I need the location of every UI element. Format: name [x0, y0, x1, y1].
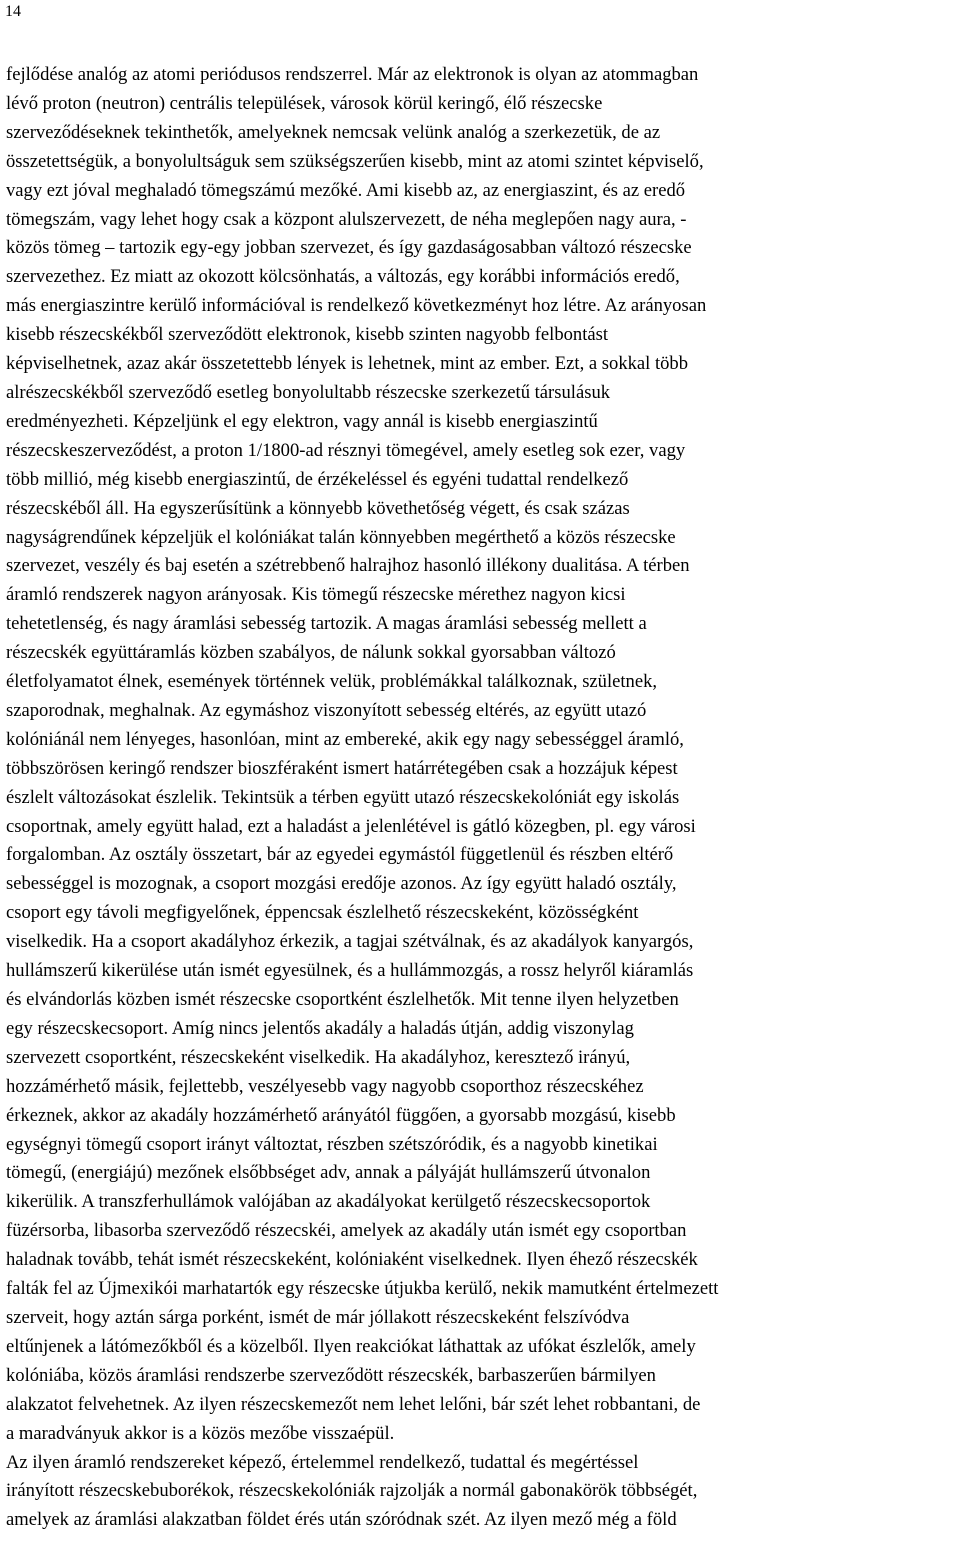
text-line: érkeznek, akkor az akadály hozzámérhető arányától függően, a gyorsabb mozgású, kisebb [6, 1104, 676, 1126]
text-line: a maradványuk akkor is a közös mezőbe visszaépül. [6, 1422, 395, 1444]
text-line: életfolyamatot élnek, események történnek velük, problémákkal találkoznak, születnek, [6, 671, 658, 693]
text-line: több millió, még kisebb energiaszintű, de érzékeléssel és egyéni tudattal rendelkező [6, 468, 629, 490]
text-line: tömegű, (energiájú) mezőnek elsőbbséget adv, annak a pályáját hullámszerű útvonalon [6, 1162, 651, 1184]
text-line: szervezett csoportként, részecskeként viselkedik. Ha akadályhoz, keresztező irányú, [6, 1046, 631, 1068]
page-number: 14 [5, 3, 21, 20]
text-line: vagy ezt jóval meghaladó tömegszámú mezőké. Ami kisebb az, az energiaszint, és az eredő [6, 179, 686, 201]
text-line: nagyságrendűnek képzeljük el kolóniákat talán könnyebben megérthető a közös részecske [6, 526, 676, 548]
text-line: falták fel az Újmexikói marhatartók egy részecske útjukba kerülő, nekik mamutként értelmezett [6, 1278, 719, 1300]
text-line: kolóniánál nem lényeges, hasonlóan, mint az embereké, akik egy nagy sebességgel áramló, [6, 728, 684, 750]
text-line: sebességgel is mozognak, a csoport mozgási eredője azonos. Az így együtt haladó osztály, [6, 873, 677, 895]
text-line: észlelt változásokat észlelik. Tekintsük a térben együtt utazó részecskekolóniát egy iskolás [6, 786, 680, 808]
text-line: irányított részecskebuborékok, részecskekolóniák rajzolják a normál gabonakörök többségét, [6, 1480, 698, 1502]
text-line: áramló rendszerek nagyon arányosak. Kis tömegű részecske mérethez nagyon kicsi [6, 584, 626, 606]
text-line: szerveződéseknek tekinthetők, amelyeknek nemcsak velünk analóg a szerkezetük, de az [6, 121, 661, 143]
text-line: más energiaszintre kerülő információval is rendelkező következményt hoz létre. Az arányosan [6, 295, 707, 317]
text-line: eltűnjenek a látómezőkből és a közelből. Ilyen reakciókat láthattak az ufókat észlelők, amely [6, 1335, 696, 1357]
text-line: szervezethez. Ez miatt az okozott kölcsönhatás, a változás, egy korábbi információs eredő, [6, 266, 680, 288]
text-line: tömegszám, vagy lehet hogy csak a központ alulszervezett, de néha meglepően nagy aura, - [6, 208, 687, 230]
text-line: képviselhetnek, azaz akár összetettebb lények is lehetnek, mint az ember. Ezt, a sokkal több [6, 353, 689, 375]
text-line: és elvándorlás közben ismét részecske csoportként észlelhetők. Mit tenne ilyen helyzetben [6, 989, 679, 1010]
text-line: többszörösen keringő rendszer bioszféraként ismert határrétegében csak a hozzájuk képest [6, 757, 678, 779]
text-line: hozzámérhető másik, fejlettebb, veszélyesebb vagy nagyobb csoporthoz részecskéhez [6, 1075, 644, 1097]
paragraph [6, 61, 956, 1449]
text-line: szaporodnak, meghalnak. Az egymáshoz viszonyított sebesség eltérés, az együtt utazó [6, 699, 647, 721]
text-line: részecskeszerveződést, a proton 1/1800-ad résznyi tömegével, amely esetleg sok ezer, vagy [6, 439, 686, 461]
text-line: szerveit, hogy aztán sárga porként, ismét de már jóllakott részecskeként felszívódva [6, 1306, 630, 1328]
text-line: Az ilyen áramló rendszereket képező, értelemmel rendelkező, tudattal és megértéssel [6, 1451, 639, 1473]
text-line: alrészecskékből szerveződő esetleg bonyolultabb részecske szerkezetű társulásuk [6, 381, 611, 403]
text-line: amelyek az áramlási alakzatban földet érés után szóródnak szét. Az ilyen mező még a föld [6, 1509, 677, 1531]
text-line: kisebb részecskékből szerveződött elektronok, kisebb szinten nagyobb felbontást [6, 324, 609, 346]
text-line: szervezet, veszély és baj esetén a szétrebbenő halrajhoz hasonló illékony dualitása. A térben [6, 555, 690, 577]
text-line: tehetetlenség, és nagy áramlási sebesség tartozik. A magas áramlási sebesség mellett a [6, 613, 647, 635]
text-line: csoportnak, amely együtt halad, ezt a haladást a jelenlétével is gátló közegben, pl. egy városi [6, 815, 696, 837]
text-line: lévő proton (neutron) centrális települések, városok körül keringő, élő részecske [6, 92, 603, 114]
text-line: fejlődése analóg az atomi periódusos rendszerrel. Már az elektronok is olyan az atommagban [6, 64, 699, 85]
text-line: csoport egy távoli megfigyelőnek, éppencsak észlelhető részecskeként, közösségként [6, 902, 639, 924]
text-line: kolóniába, közös áramlási rendszerbe szerveződött részecskék, barbaszerűen bármilyen [6, 1364, 656, 1386]
text-line: közös tömeg – tartozik egy-egy jobban szervezet, és így gazdaságosabban változó részecske [6, 237, 692, 259]
text-line: eredményezheti. Képzeljünk el egy elektron, vagy annál is kisebb energiaszintű [6, 410, 598, 432]
text-line: kikerülik. A transzferhullámok valójában az akadályokat kerülgető részecskecsoportok [6, 1191, 651, 1213]
text-line: haladnak tovább, tehát ismét részecskeként, kolóniaként viselkednek. Ilyen éhező részecskék [6, 1249, 698, 1271]
text-line: alakzatot felvehetnek. Az ilyen részecskemezőt nem lehet lelőni, bár szét lehet robbantani, de [6, 1393, 701, 1415]
text-line: viselkedik. Ha a csoport akadályhoz érkezik, a tagjai szétválnak, és az akadályok kanyargós, [6, 931, 694, 953]
text-line: forgalomban. Az osztály összetart, bár az egyedei egymástól függetlenül és részben eltérő [6, 844, 674, 866]
body-text [6, 61, 956, 1535]
paragraph [6, 1449, 956, 1536]
text-line: összetettségük, a bonyolultságuk sem szükségszerűen kisebb, mint az atomi szintet képviselő, [6, 150, 704, 172]
text-line: részecskéből áll. Ha egyszerűsítünk a könnyebb követhetőség végett, és csak százas [6, 497, 630, 519]
text-line: füzérsorba, libasorba szerveződő részecskéi, amelyek az akadály után ismét egy csoportban [6, 1220, 687, 1242]
text-line: egységnyi tömegű csoport irányt változtat, részben szétszóródik, és a nagyobb kinetikai [6, 1133, 658, 1155]
text-line: egy részecskecsoport. Amíg nincs jelentős akadály a haladás útján, addig viszonylag [6, 1017, 634, 1039]
text-line: részecskék együttáramlás közben szabályos, de nálunk sokkal gyorsabban változó [6, 642, 616, 664]
text-line: hullámszerű kikerülése után ismét egyesülnek, és a hullámmozgás, a rossz helyről kiáramlás [6, 960, 694, 982]
